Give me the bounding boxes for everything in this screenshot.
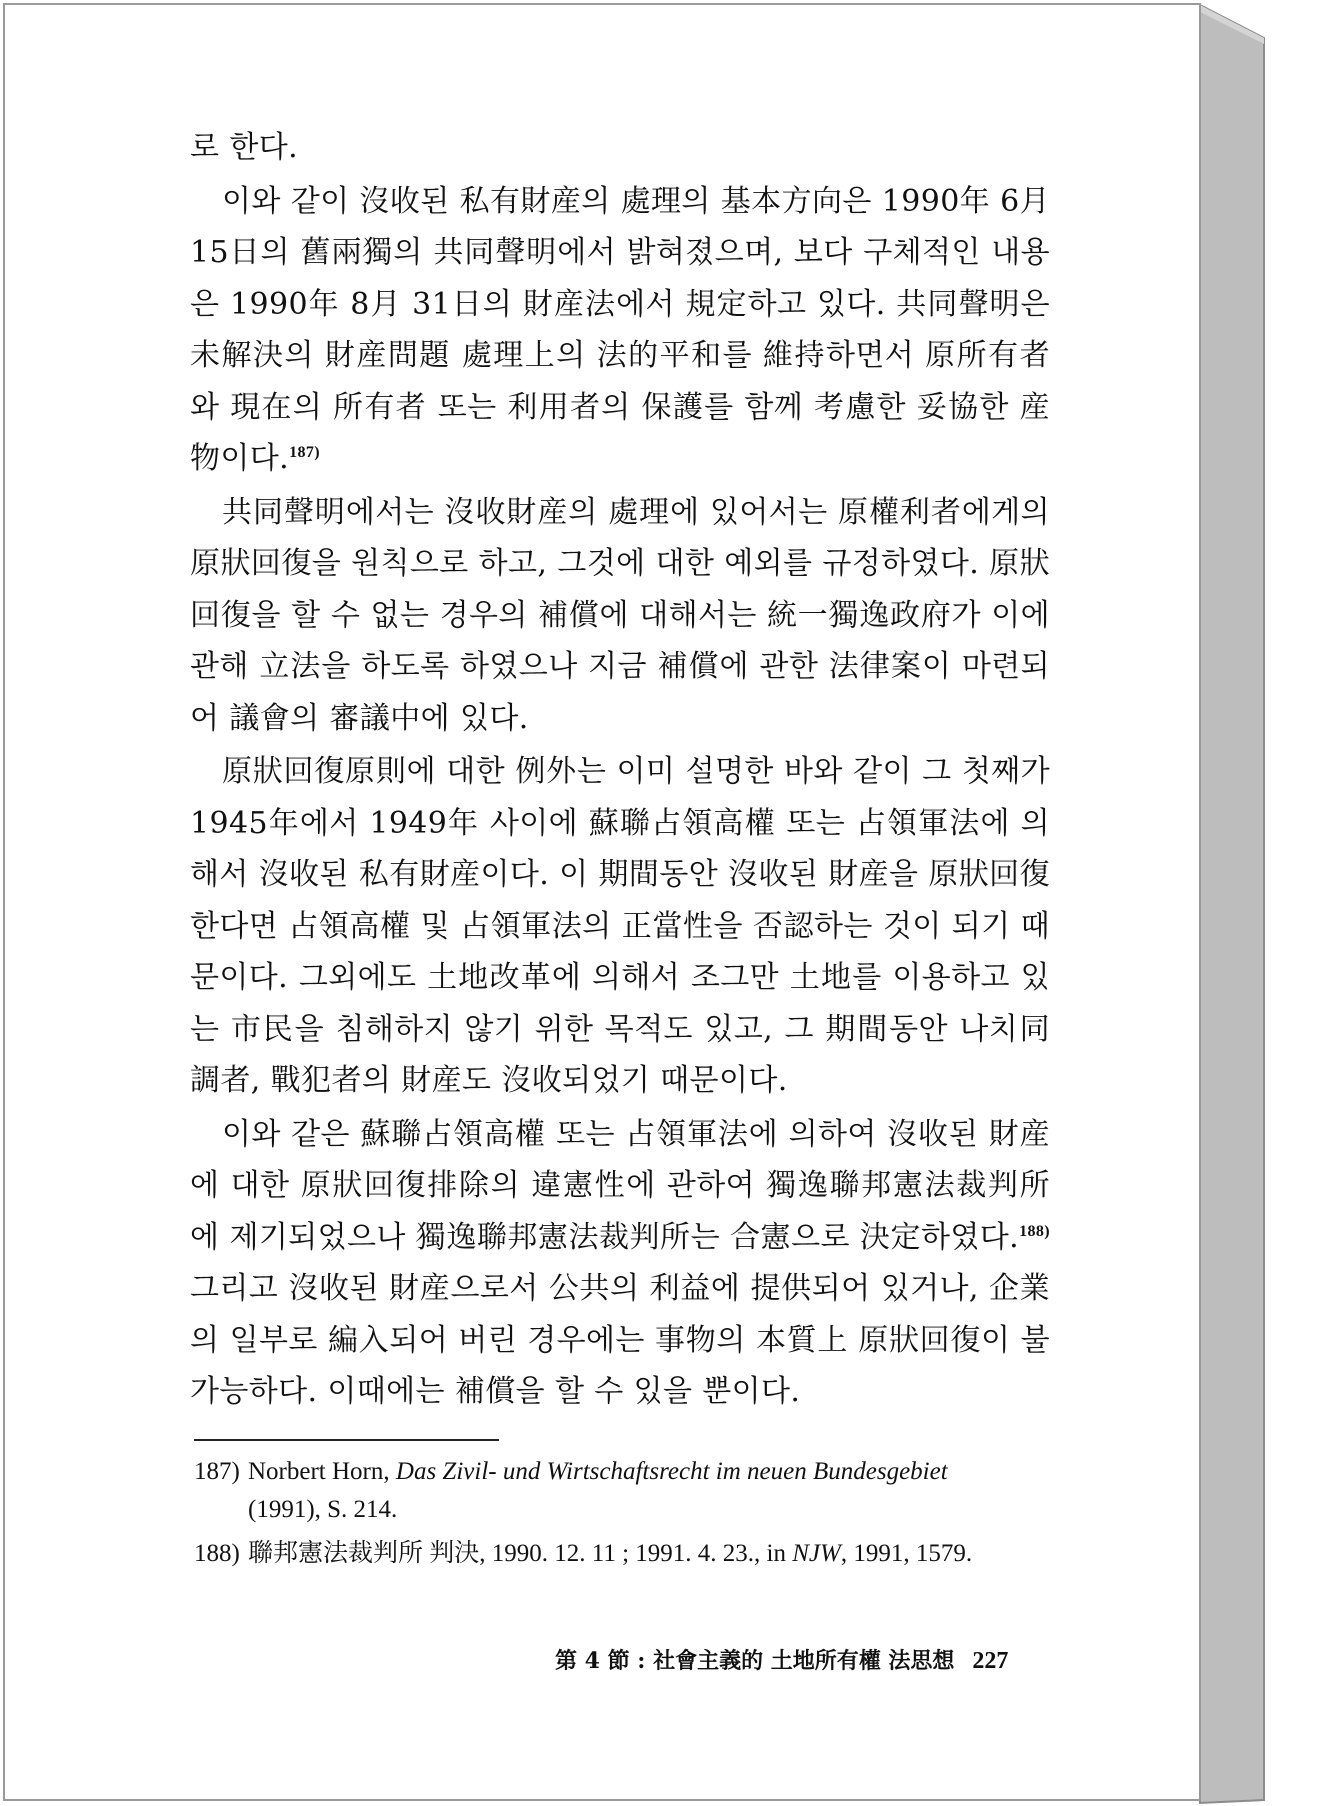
footnote-journal: NJW <box>792 1540 841 1567</box>
paragraph-2-text: 이와 같이 沒收된 私有財産의 處理의 基本方向은 1990年 6月 15日의 舊兩獨의 共同聲明에서 밝혀졌으며, 보다 구체적인 내용은 1990年 8月 31日의 財産法에서 規定하고 있다. 共同聲明은 未解決의 財産問題 處理上의 法的平和를 維持하면서 原所有者와 現在의 所有者 또는 利用者의 保護를 함께 考慮한 妥協한 産物이다. <box>190 183 1050 476</box>
footnote-separator <box>194 1439 499 1441</box>
running-footer <box>555 1644 1035 1675</box>
paragraph-5 <box>190 1109 1050 1418</box>
section-title: 第 4 節 : 社會主義的 土地所有權 法思想 <box>555 1648 955 1674</box>
footnote-188 <box>194 1535 1054 1573</box>
paragraph-4-text: 原狀回復原則에 대한 例外는 이미 설명한 바와 같이 그 첫째가 1945年에서 1949年 사이에 蘇聯占領高權 또는 占領軍法에 의해서 沒收된 私有財産이다. 이 期間동안 沒收된 財産을 原狀回復한다면 占領高權 및 占領軍法의 正當性을 否認하는 것이 되기 때문이다. 그외에도 土地改革에 의해서 조그만 土地를 이용하고 있는 市民을 침해하지 않기 위한 목적도 있고, 그 期間동안 나치同調者, 戰犯者의 財産도 沒收되었기 때문이다. <box>190 754 1050 1098</box>
paragraph-3-text: 共同聲明에서는 沒收財産의 處理에 있어서는 原權利者에게의 原狀回復을 원칙으로 하고, 그것에 대한 예외를 규정하였다. 原狀回復을 할 수 없는 경우의 補償에 대해서는 統一獨逸政府가 이에 관해 立法을 하도록 하였으나 지금 補償에 관한 法律案이 마련되어 議會의 審議中에 있다. <box>190 494 1050 736</box>
footnote-number: 188) <box>194 1540 240 1567</box>
paragraph-5-continuation: 그리고 沒收된 財産으로서 公共의 利益에 提供되어 있거나, 企業의 일부로 編入되어 버린 경우에는 事物의 本質上 原狀回復이 불가능하다. 이때에는 補償을 할 수 있을 뿐이다. <box>190 1271 1050 1409</box>
footnote-ref-187: 187) <box>289 444 321 461</box>
footnote-book-title: Das Zivil- und Wirtschaftsrecht im neuen Bundesgebiet <box>395 1458 948 1485</box>
paragraph-5-text: 이와 같은 蘇聯占領高權 또는 占領軍法에 의하여 沒收된 財産에 대한 原狀回復排除의 違憲性에 관하여 獨逸聯邦憲法裁判所에 제기되었으나 獨逸聯邦憲法裁判所는 合憲으로 決定하였다. <box>190 1116 1050 1255</box>
paragraph-4 <box>190 746 1050 1107</box>
footnotes <box>194 1453 1054 1579</box>
footnote-number: 187) <box>194 1458 240 1485</box>
footnote-ref-188: 188) <box>1019 1222 1050 1240</box>
paragraph-3 <box>190 487 1050 745</box>
footnote-citation: , 1991, 1579. <box>840 1540 973 1567</box>
page-number: 227 <box>972 1648 1009 1674</box>
footnote-citation: (1991), S. 214. <box>248 1496 398 1523</box>
footnote-source: 聯邦憲法裁判所 判決, 1990. 12. 11 ; 1991. 4. 23., in <box>248 1540 793 1567</box>
paragraph-2 <box>190 176 1050 485</box>
paragraph-1 <box>190 122 1050 174</box>
body-text <box>190 122 1050 1420</box>
footnote-187 <box>194 1453 1054 1529</box>
paragraph-1-text: 로 한다. <box>190 130 299 165</box>
footnote-author: Norbert Horn, <box>248 1458 396 1485</box>
